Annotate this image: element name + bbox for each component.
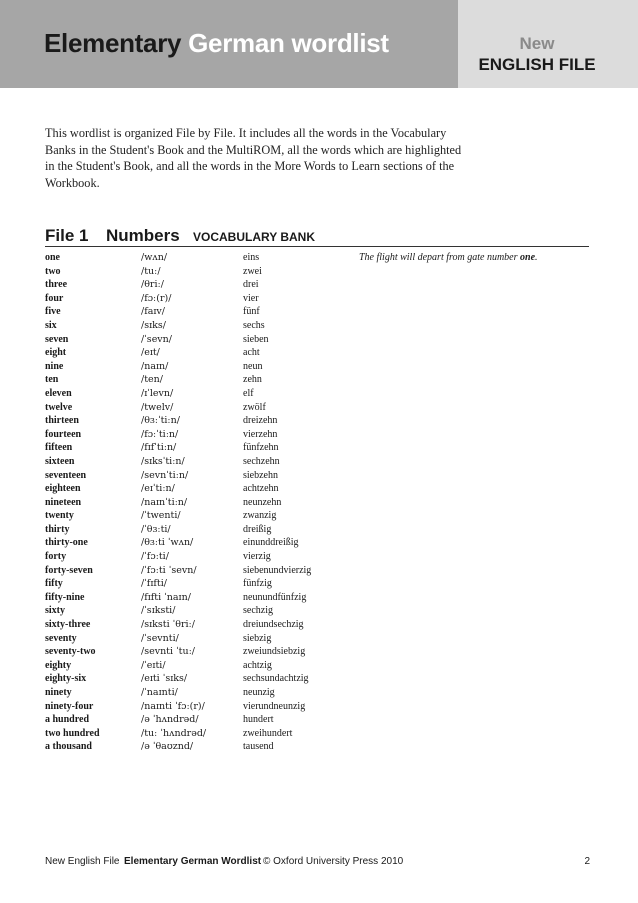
english-word: ninety-four	[45, 700, 94, 712]
word-row	[45, 686, 605, 700]
pronunciation: /ə ˈhʌndrəd/	[141, 714, 199, 726]
word-row	[45, 360, 605, 374]
english-word: thirty-one	[45, 537, 88, 549]
english-word: six	[45, 319, 57, 331]
english-word: thirteen	[45, 415, 79, 427]
pronunciation: /θɜːˈtiːn/	[141, 415, 180, 427]
pronunciation: /ˈtwenti/	[141, 510, 181, 522]
word-row	[45, 455, 605, 469]
pronunciation: /naɪnˈtiːn/	[141, 496, 188, 508]
english-word: five	[45, 306, 61, 318]
german-translation: sieben	[243, 333, 269, 345]
english-word: seventy	[45, 632, 77, 644]
page-footer	[45, 856, 590, 870]
german-translation: siebenundvierzig	[243, 564, 312, 576]
pronunciation: /ɪˈlevn/	[141, 387, 174, 399]
english-word: seven	[45, 333, 69, 345]
german-translation: dreizehn	[243, 415, 278, 427]
pronunciation: /ˈfɔːti/	[141, 551, 169, 563]
vocabulary-bank-label: VOCABULARY BANK	[193, 230, 316, 244]
word-row	[45, 414, 605, 428]
footer-copyright: © Oxford University Press 2010	[263, 856, 404, 867]
pronunciation: /ˈsevnti/	[141, 632, 179, 644]
german-translation: vierzehn	[243, 428, 278, 440]
english-word: forty	[45, 551, 67, 563]
english-word: sixteen	[45, 455, 75, 467]
german-translation: zehn	[243, 374, 262, 386]
german-translation: vierundneunzig	[243, 700, 306, 712]
pronunciation: /wʌn/	[141, 252, 168, 263]
english-word: two	[45, 265, 61, 277]
word-row	[45, 346, 605, 360]
pronunciation: /sɪksˈtiːn/	[141, 455, 185, 467]
pronunciation: /fɪfti ˈnaɪn/	[141, 591, 191, 603]
word-row	[45, 577, 605, 591]
english-word: nineteen	[45, 496, 82, 508]
document-title	[44, 28, 389, 59]
english-word: eighteen	[45, 483, 81, 495]
word-row	[45, 659, 605, 673]
german-translation: neunzehn	[243, 496, 282, 508]
german-translation: neunundfünfzig	[243, 591, 307, 603]
word-row	[45, 591, 605, 605]
english-word: seventy-two	[45, 646, 96, 658]
word-row	[45, 373, 605, 387]
pronunciation: /ˈfɔːti ˈsevn/	[141, 564, 197, 576]
german-translation: vierzig	[243, 551, 271, 563]
pronunciation: /ˈnaɪnti/	[141, 687, 178, 698]
german-translation: siebzig	[243, 632, 272, 644]
german-translation: zweiundsiebzig	[243, 646, 306, 658]
example-sentence	[359, 251, 538, 265]
pronunciation: /sevnˈtiːn/	[141, 469, 189, 481]
word-row	[45, 550, 605, 564]
english-word: eighty	[45, 659, 72, 671]
word-row	[45, 251, 605, 265]
pronunciation: /tuː ˈhʌndrəd/	[141, 727, 207, 739]
german-translation: eins	[243, 252, 260, 263]
pronunciation: /eɪˈtiːn/	[141, 483, 175, 495]
word-row	[45, 713, 605, 727]
german-translation: siebzehn	[243, 469, 278, 481]
german-translation: achtzig	[243, 659, 272, 671]
english-word: seventeen	[45, 469, 87, 481]
german-translation: dreißig	[243, 523, 272, 535]
word-row	[45, 536, 605, 550]
english-word: fifty-nine	[45, 591, 85, 603]
example-highlight: one	[520, 252, 536, 263]
english-word: sixty	[45, 605, 65, 617]
german-translation: sechzehn	[243, 455, 280, 467]
german-translation: drei	[243, 279, 259, 291]
word-row	[45, 428, 605, 442]
english-word: fourteen	[45, 428, 82, 440]
pronunciation: /sevnti ˈtuː/	[141, 646, 196, 658]
english-word: sixty-three	[45, 619, 91, 631]
title-elementary: Elementary	[44, 28, 182, 58]
english-word: a thousand	[45, 741, 92, 753]
german-translation: zwei	[243, 265, 262, 277]
german-translation: fünfzig	[243, 578, 272, 590]
english-word: fifty	[45, 578, 63, 590]
word-row	[45, 319, 605, 333]
word-row	[45, 727, 605, 741]
word-row	[45, 632, 605, 646]
intro-paragraph: This wordlist is organized File by File. It includes all the words in the Vocabulary Banks in the Student's Book and the MultiROM, all the words which are highlighted in the Student's Book, and all the words in the More Words to Learn sections of the Workbook.	[45, 126, 462, 190]
english-word: a hundred	[45, 714, 90, 726]
german-translation: zwölf	[243, 401, 266, 413]
pronunciation: /ˈeɪti/	[141, 659, 166, 671]
pronunciation: /ˈθɜːti/	[141, 523, 171, 535]
pronunciation: /θɜːti ˈwʌn/	[141, 537, 194, 549]
pronunciation: /fɪfˈtiːn/	[141, 442, 177, 454]
word-row	[45, 496, 605, 510]
word-row	[45, 387, 605, 401]
word-row	[45, 305, 605, 319]
word-row	[45, 401, 605, 415]
english-word: two hundred	[45, 727, 100, 739]
german-translation: elf	[243, 387, 254, 399]
word-row	[45, 278, 605, 292]
section-file-label: File 1	[45, 226, 89, 245]
german-translation: sechs	[243, 319, 265, 331]
brand-english-file-label: ENGLISH FILE	[478, 55, 596, 74]
pronunciation: /sɪksti ˈθriː/	[141, 619, 195, 631]
german-translation: acht	[243, 347, 260, 359]
word-row	[45, 441, 605, 455]
pronunciation: /eɪti ˈsɪks/	[141, 673, 188, 685]
section-topic: Numbers	[106, 226, 180, 245]
word-row	[45, 469, 605, 483]
page-number: 2	[584, 856, 590, 867]
brand-new-label: New	[519, 34, 555, 53]
word-row	[45, 333, 605, 347]
word-row	[45, 645, 605, 659]
pronunciation: /θriː/	[141, 279, 164, 291]
example-text-after: .	[535, 252, 538, 263]
german-translation: tausend	[243, 741, 274, 753]
pronunciation: /faɪv/	[141, 306, 165, 318]
german-translation: hundert	[243, 714, 274, 726]
pronunciation: /twelv/	[141, 401, 174, 413]
word-row	[45, 740, 605, 754]
pronunciation: /tuː/	[141, 265, 161, 277]
german-translation: fünf	[243, 306, 260, 318]
pronunciation: /ə ˈθaʊznd/	[141, 741, 194, 753]
english-word: fifteen	[45, 442, 73, 454]
example-text-before: The flight will depart from gate number	[359, 252, 521, 263]
word-list	[45, 251, 605, 754]
english-word: thirty	[45, 523, 70, 535]
word-row	[45, 265, 605, 279]
english-word: four	[45, 292, 64, 304]
word-row	[45, 700, 605, 714]
pronunciation: /ˈfɪfti/	[141, 578, 167, 590]
english-word: twenty	[45, 510, 74, 522]
german-translation: achtzehn	[243, 483, 279, 495]
english-word: one	[45, 252, 60, 263]
english-word: three	[45, 279, 68, 291]
word-row	[45, 523, 605, 537]
german-translation: sechsundachtzig	[243, 673, 309, 685]
pronunciation: /fɔː(r)/	[141, 292, 172, 304]
german-translation: fünfzehn	[243, 442, 279, 454]
english-word: ninety	[45, 687, 72, 698]
word-row	[45, 618, 605, 632]
pronunciation: /naɪn/	[141, 360, 169, 372]
word-row	[45, 604, 605, 618]
german-translation: sechzig	[243, 605, 273, 617]
german-translation: vier	[243, 292, 259, 304]
footer-title: Elementary German Wordlist	[124, 856, 262, 867]
pronunciation: /eɪt/	[141, 347, 160, 359]
word-row	[45, 509, 605, 523]
english-word: nine	[45, 360, 64, 372]
pronunciation: /ˈsɪksti/	[141, 605, 176, 617]
footer-series: New English File	[45, 856, 120, 867]
german-translation: neunzig	[243, 687, 275, 698]
german-translation: dreiundsechzig	[243, 619, 304, 631]
word-row	[45, 672, 605, 686]
pronunciation: /ten/	[141, 374, 163, 386]
english-word: forty-seven	[45, 564, 93, 576]
word-row	[45, 292, 605, 306]
english-word: eight	[45, 347, 67, 359]
english-word: eleven	[45, 387, 72, 399]
section-header	[45, 226, 589, 247]
german-translation: zwanzig	[243, 510, 277, 522]
title-german-wordlist: German wordlist	[188, 28, 389, 58]
english-word: ten	[45, 374, 59, 386]
pronunciation: /fɔːˈtiːn/	[141, 428, 179, 440]
english-word: twelve	[45, 401, 73, 413]
english-word: eighty-six	[45, 673, 87, 685]
pronunciation: /naɪnti ˈfɔː(r)/	[141, 700, 205, 712]
german-translation: zweihundert	[243, 727, 293, 739]
pronunciation: /ˈsevn/	[141, 333, 172, 345]
word-row	[45, 564, 605, 578]
pronunciation: /sɪks/	[141, 319, 166, 331]
word-row	[45, 482, 605, 496]
german-translation: neun	[243, 360, 263, 372]
german-translation: einunddreißig	[243, 537, 299, 549]
